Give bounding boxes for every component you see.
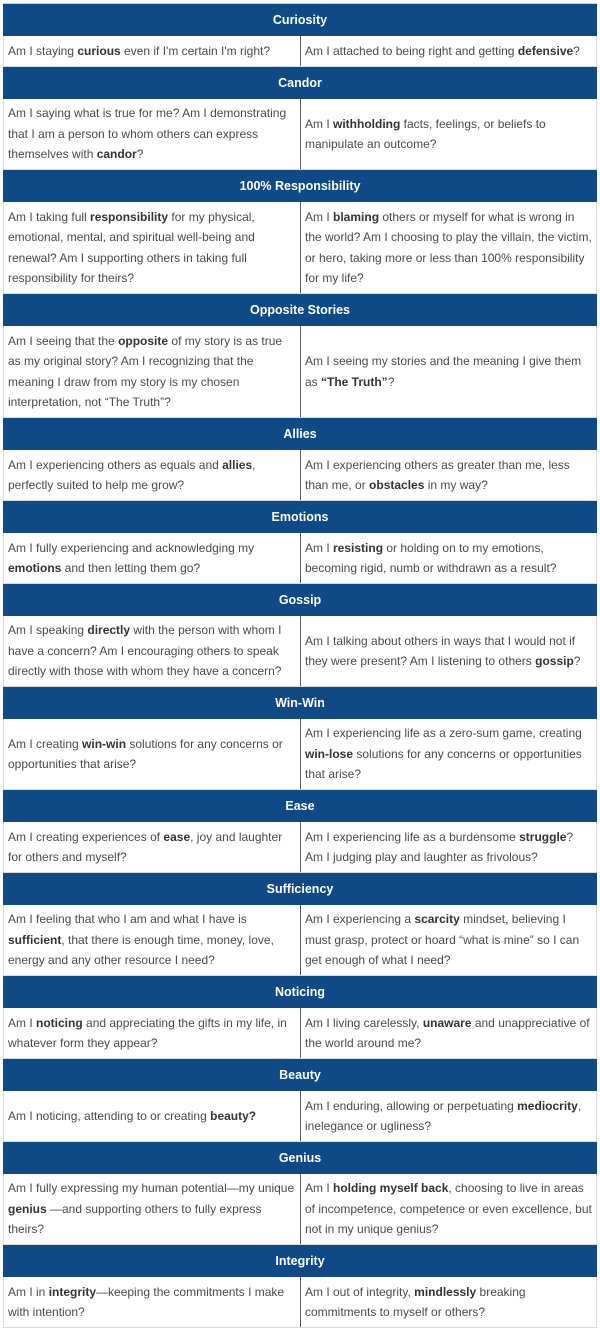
text-segment: , joy and laughter for others and myself? [8,829,283,864]
table-row [3,533,597,584]
text-segment: Am I experiencing others as equals and [8,457,223,472]
text-segment: Am I out of integrity, [305,1284,415,1299]
text-segment: Am I speaking [8,623,88,638]
below-the-line-cell [300,36,596,66]
cell-text [8,734,296,775]
cell-text [305,827,592,868]
bold-keyword: noticing [36,1015,83,1030]
cell-text [8,1013,296,1054]
text-segment: Am I experiencing life as a zero-sum game, creating [305,726,582,741]
bold-keyword: defensive [517,43,574,58]
bold-keyword: ease [163,829,191,844]
bold-keyword: curious [77,43,121,58]
above-the-line-cell [4,202,300,293]
cell-text [305,1013,592,1054]
cell-text [8,331,296,413]
cell-text [305,114,592,155]
commitments-table [3,3,597,1328]
text-segment: and appreciating the gifts in my life, in whatever form they appear? [8,1015,287,1050]
text-segment: , perfectly suited to help me grow? [8,457,256,492]
section-header: Emotions [3,501,597,533]
bold-keyword: allies [222,457,253,472]
section-header: Opposite Stories [3,294,597,326]
above-the-line-cell [4,905,300,975]
bold-keyword: resisting [333,540,384,555]
text-segment: Am I [8,1015,37,1030]
cell-text [8,41,270,62]
text-segment: in my way? [424,478,488,492]
text-segment: Am I creating experiences of [8,829,164,844]
above-the-line-cell [4,36,300,66]
table-row [3,1008,597,1059]
table-row [3,1277,597,1328]
bold-keyword: responsibility [90,209,169,224]
text-segment: or holding on to my emotions, becoming rigid, numb or withdrawn as a result? [305,540,557,575]
text-segment: Am I saying what is true for me? Am I demonstrating that I am a person to whom others can express themselves with [8,106,287,162]
below-the-line-cell [300,719,596,789]
section-header: Allies [3,418,597,450]
text-segment: Am I [305,116,334,131]
bold-keyword: emotions [8,561,62,575]
cell-text [8,909,296,971]
bold-keyword: obstacles [369,478,425,492]
cell-text [305,909,592,971]
text-segment: , inelegance or ugliness? [305,1098,582,1133]
text-segment: Am I [305,1181,334,1196]
text-segment: Am I taking full [8,209,91,224]
above-the-line-cell [4,450,300,500]
text-segment: even if I'm certain I'm right? [120,43,271,58]
text-segment: Am I staying [8,43,78,58]
section-header: Ease [3,790,597,822]
text-segment: , choosing to live in areas of incompetence, competence or even excellence, but not in my unique genius? [305,1181,592,1237]
cell-text [305,41,580,62]
text-segment: ? [387,374,395,389]
table-row [3,36,597,67]
text-segment: ? [573,654,581,668]
below-the-line-cell [300,905,596,975]
text-segment: Am I seeing that the [8,333,119,348]
above-the-line-cell [4,616,300,686]
section-header: Genius [3,1142,597,1174]
above-the-line-cell [4,326,300,417]
table-row [3,450,597,501]
text-segment: —and supporting others to fully express theirs? [8,1201,262,1237]
below-the-line-cell [300,1277,596,1327]
table-row [3,616,597,687]
cell-text [305,351,592,392]
cell-text [8,207,296,289]
text-segment: of my story is as true as my original story? Am I recognizing that the meaning I draw from my story is my chosen interpretation, not “The Truth”? [8,333,283,409]
above-the-line-cell [4,1174,300,1244]
cell-text [8,827,296,868]
cell-text [305,1096,592,1137]
text-segment: Am I fully experiencing and acknowledging my [8,540,255,555]
text-segment: others or myself for what is wrong in the world? Am I choosing to play the villain, the victim, or hero, taking more or less than 100% responsibility for my life? [305,209,592,285]
text-segment: Am I noticing, attending to or creating [8,1108,211,1123]
cell-text [8,1178,296,1240]
text-segment: , that there is enough time, money, love, energy and any other resource I need? [8,932,274,968]
section-header: Gossip [3,584,597,616]
text-segment: and then letting them go? [61,561,201,575]
bold-keyword: beauty? [210,1108,257,1123]
text-segment: —keeping the commitments I make with intention? [8,1284,285,1319]
cell-text [305,723,592,785]
bold-keyword: “The Truth” [321,374,388,389]
table-row [3,326,597,418]
text-segment: Am I fully expressing my human potential—my unique [8,1181,295,1196]
cell-text [8,1106,256,1127]
below-the-line-cell [300,450,596,500]
text-segment: Am I attached to being right and getting [305,43,518,58]
below-the-line-cell [300,202,596,293]
text-segment: with the person with whom I have a concern? Am I encouraging others to speak directly with those with whom they have a concern? [8,623,282,679]
section-header: Noticing [3,976,597,1008]
cell-text [305,538,592,579]
cell-text [8,455,296,496]
text-segment: Am I experiencing others as greater than me, less than me, or [305,457,570,492]
below-the-line-cell [300,99,596,169]
text-segment: Am I experiencing a [305,912,415,927]
bold-keyword: win-win [82,736,127,751]
text-segment: Am I experiencing life as a burdensome [305,829,520,844]
text-segment: Am I enduring, allowing or perpetuating [305,1098,518,1113]
cell-text [8,620,296,682]
bold-keyword: scarcity [414,912,460,927]
bold-keyword: directly [87,623,131,638]
bold-keyword: genius [8,1201,47,1216]
bold-keyword: opposite [118,333,169,348]
cell-text [8,103,296,165]
section-header: 100% Responsibility [3,170,597,202]
text-segment: for my physical, emotional, mental, and spiritual well-being and renewal? Am I supporting others in taking full responsibility for theirs? [8,209,255,285]
bold-keyword: gossip [535,654,574,668]
text-segment: Am I feeling that who I am and what I have is [8,912,247,927]
text-segment: Am I in [8,1284,49,1299]
text-segment: Am I talking about others in ways that I would not if they were present? Am I listening to others [305,633,576,668]
text-segment: mindset, believing I must grasp, protect or hoard “what is mine” so I can get enough of what I need? [305,912,580,968]
bold-keyword: sufficient [8,932,62,947]
table-row [3,822,597,873]
above-the-line-cell [4,99,300,169]
text-segment: Am I [305,209,334,224]
bold-keyword: withholding [333,116,401,131]
table-row [3,1091,597,1142]
table-row [3,99,597,170]
bold-keyword: holding myself back [333,1181,449,1196]
text-segment: Am I creating [8,736,83,751]
bold-keyword: integrity [48,1284,97,1299]
text-segment: and unappreciative of the world around me? [305,1015,590,1050]
below-the-line-cell [300,616,596,686]
table-row [3,719,597,790]
bold-keyword: unaware [422,1015,472,1030]
cell-text [305,1178,592,1240]
section-header: Candor [3,67,597,99]
table-row [3,1174,597,1245]
table-row [3,202,597,294]
above-the-line-cell [4,533,300,583]
cell-text [305,455,592,496]
cell-text [8,1282,296,1323]
cell-text [305,631,592,672]
bold-keyword: candor [96,147,137,162]
below-the-line-cell [300,1008,596,1058]
below-the-line-cell [300,1174,596,1244]
below-the-line-cell [300,533,596,583]
bold-keyword: blaming [333,209,380,224]
text-segment: Am I seeing my stories and the meaning I give them as [305,354,582,389]
table-row [3,905,597,976]
text-segment: solutions for any concerns or opportunities that arise? [305,746,582,782]
cell-text [305,1282,592,1323]
below-the-line-cell [300,326,596,417]
section-header: Curiosity [3,4,597,36]
bold-keyword: win-lose [305,746,354,761]
text-segment: Am I living carelessly, [305,1015,423,1030]
above-the-line-cell [4,1008,300,1058]
below-the-line-cell [300,1091,596,1141]
section-header: Integrity [3,1245,597,1277]
above-the-line-cell [4,719,300,789]
text-segment: ? [573,43,580,58]
text-segment: breaking commitments to myself or others? [305,1284,526,1319]
bold-keyword: struggle [519,829,567,844]
text-segment: ? [136,147,144,162]
above-the-line-cell [4,822,300,872]
above-the-line-cell [4,1091,300,1141]
text-segment: ? Am I judging play and laughter as frivolous? [305,829,574,864]
section-header: Win-Win [3,687,597,719]
text-segment: Am I [305,540,334,555]
text-segment: facts, feelings, or beliefs to manipulate an outcome? [305,116,546,151]
bold-keyword: mindlessly [414,1284,477,1299]
below-the-line-cell [300,822,596,872]
cell-text [8,538,296,579]
section-header: Sufficiency [3,873,597,905]
text-segment: solutions for any concerns or opportunities that arise? [8,736,283,771]
above-the-line-cell [4,1277,300,1327]
cell-text [305,207,592,289]
section-header: Beauty [3,1059,597,1091]
bold-keyword: mediocrity [517,1098,578,1113]
